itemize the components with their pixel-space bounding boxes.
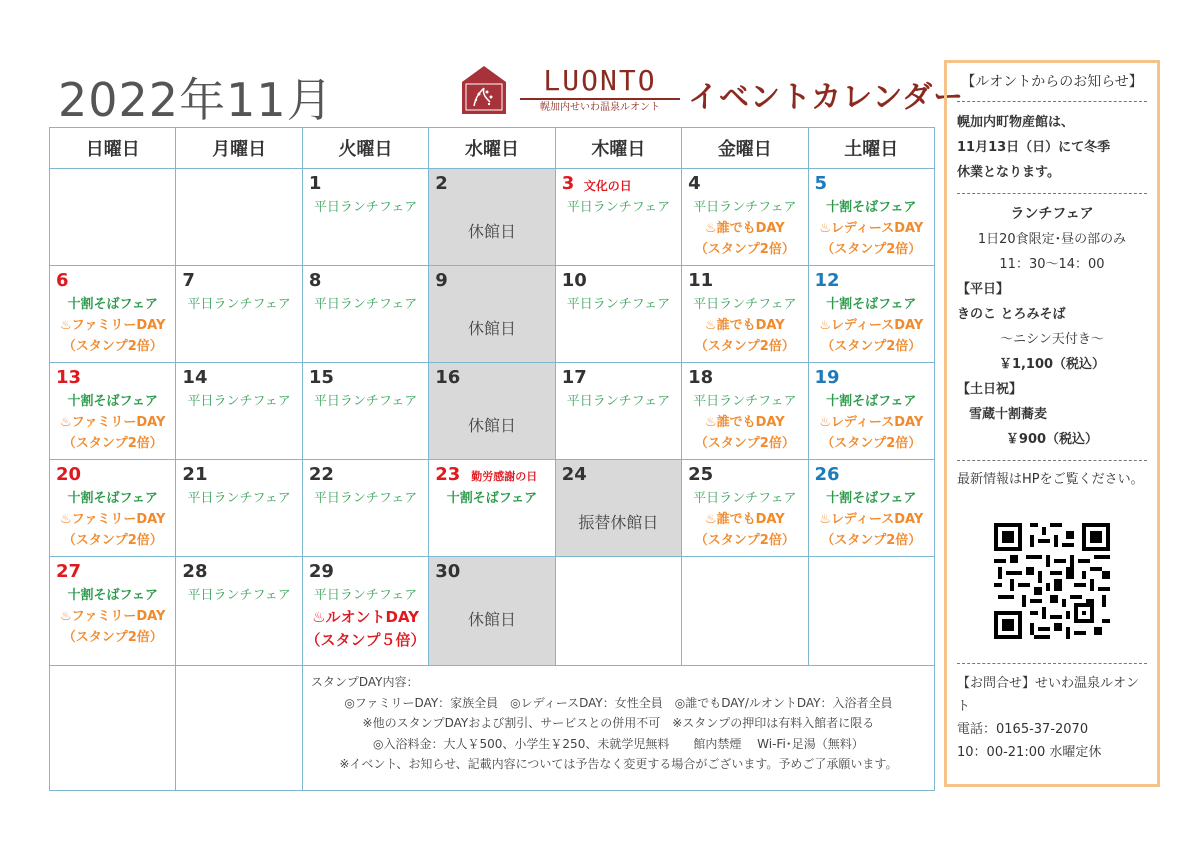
day-events	[50, 391, 175, 454]
event-line: ♨誰でもDAY	[704, 415, 785, 430]
calendar-day-cell	[429, 169, 555, 266]
event-line: ♨ファミリーDAY	[60, 512, 166, 527]
calendar-day-cell	[302, 460, 428, 557]
weekday-menu-sub: ～ニシン天付き～	[1000, 332, 1104, 347]
announcement-sidebar	[944, 60, 1160, 787]
weekday-header-wed: 水曜日	[429, 128, 555, 169]
day-number: 9	[435, 270, 448, 291]
notice-line: 休業となります。	[957, 165, 1060, 180]
weekday-header-thu: 木曜日	[555, 128, 681, 169]
calendar-day-cell	[429, 363, 555, 460]
calendar-week-row	[50, 460, 935, 557]
weekday-label: 【平日】	[957, 282, 1010, 297]
event-line: ♨ファミリーDAY	[60, 318, 166, 333]
day-number: 25	[688, 464, 714, 485]
notes-empty-cell	[176, 666, 302, 791]
calendar-empty-cell	[682, 557, 808, 666]
day-number: 4	[688, 173, 701, 194]
day-number: 15	[308, 367, 334, 388]
day-number: 11	[688, 270, 714, 291]
notes-line: ◎ファミリーDAY：家族全員 ◎レディースDAY：女性全員 ◎誰でもDAY/ルオントDAY：入浴者全員	[344, 695, 893, 710]
calendar-day-cell	[176, 363, 302, 460]
notes-line: ※他のスタンプDAYおよび割引、サービスとの併用不可 ※スタンプの押印は有料入館者に限る	[362, 716, 875, 730]
calendar-day-cell	[176, 266, 302, 363]
event-line: （スタンプ2倍）	[62, 630, 163, 645]
day-number: 27	[56, 561, 82, 582]
day-number: 8	[308, 270, 322, 291]
day-events	[809, 197, 934, 260]
event-line: 十割そばフェア	[826, 200, 917, 215]
website-qr-code-icon[interactable]	[994, 523, 1110, 639]
notes-line: ※イベント、お知らせ、記載内容については予告なく変更する場合がございます。予めご了承願います。	[339, 757, 898, 771]
day-events	[556, 391, 681, 412]
weekday-header-mon: 月曜日	[176, 128, 302, 169]
event-line: 十割そばフェア	[826, 491, 917, 506]
notes-line: ◎入浴料金：大人￥500、小学生￥250、未就学児無料 館内禁煙 Wi-Fi･足湯（無料）	[373, 736, 864, 751]
calendar-day-cell	[429, 266, 555, 363]
event-line: 平日ランチフェア	[187, 297, 291, 312]
day-number: 26	[814, 464, 840, 485]
day-events	[809, 488, 934, 551]
event-line: 十割そばフェア	[826, 297, 917, 312]
calendar-empty-cell	[808, 557, 934, 666]
weekday-header-sat: 土曜日	[808, 128, 934, 169]
business-hours: 10：00-21:00 水曜定休	[957, 745, 1102, 760]
day-events	[809, 391, 934, 454]
calendar-empty-cell	[50, 169, 176, 266]
calendar-day-cell	[302, 557, 428, 666]
day-number: 16	[435, 367, 461, 388]
brand-underline	[520, 98, 680, 100]
day-events	[176, 294, 301, 315]
day-events	[303, 197, 428, 218]
event-line: ♨誰でもDAY	[704, 318, 785, 333]
day-number: 5	[814, 173, 828, 194]
day-number: 24	[561, 464, 587, 485]
calendar-day-cell	[302, 363, 428, 460]
event-line: （スタンプ2倍）	[821, 533, 922, 548]
weekday-price: ￥1,100（税込）	[998, 357, 1106, 372]
calendar-day-cell	[50, 266, 176, 363]
event-line: 平日ランチフェア	[313, 200, 418, 215]
day-events	[176, 488, 301, 509]
day-number: 1	[308, 173, 322, 194]
calendar-month-title: 2022年11月	[58, 73, 334, 127]
day-events	[50, 488, 175, 551]
day-number: 20	[56, 464, 82, 485]
divider	[957, 101, 1147, 102]
event-line: ♨ファミリーDAY	[60, 415, 166, 430]
calendar-day-cell	[176, 557, 302, 666]
lunch-fair-title: ランチフェア	[1010, 206, 1094, 222]
calendar-week-row	[50, 266, 935, 363]
closed-day-label: 休館日	[467, 222, 516, 241]
divider	[957, 663, 1147, 664]
calendar-week-row	[50, 557, 935, 666]
day-number: 30	[435, 561, 461, 582]
event-line: ♨レディースDAY	[819, 512, 924, 527]
day-events	[809, 294, 934, 357]
day-number: 19	[814, 367, 840, 388]
divider	[957, 460, 1147, 461]
event-line: （スタンプ2倍）	[694, 339, 795, 354]
notes-row	[50, 666, 935, 791]
calendar-week-row	[50, 363, 935, 460]
event-line: ♨ルオントDAY	[312, 608, 420, 626]
event-line: 平日ランチフェア	[693, 491, 797, 506]
event-line: 十割そばフェア	[67, 491, 158, 506]
brand-subtitle: 幌加内せいわ温泉ルオント	[540, 102, 660, 113]
closed-day-label: 振替休館日	[578, 513, 659, 532]
event-line: （スタンプ2倍）	[694, 533, 795, 548]
calendar-day-cell	[682, 363, 808, 460]
day-events	[556, 294, 681, 315]
calendar-day-cell	[808, 460, 934, 557]
event-line: ♨ファミリーDAY	[60, 609, 166, 624]
day-events	[50, 294, 175, 357]
calendar-day-cell	[50, 557, 176, 666]
calendar-day-cell	[808, 266, 934, 363]
closed-day-label: 休館日	[467, 319, 516, 338]
day-events	[303, 294, 428, 315]
calendar-day-cell	[555, 266, 681, 363]
calendar-empty-cell	[555, 557, 681, 666]
event-line: 平日ランチフェア	[313, 491, 418, 506]
weekday-header-tue: 火曜日	[302, 128, 428, 169]
weekend-price: ￥900（税込）	[1005, 432, 1099, 447]
day-number: 13	[56, 367, 82, 388]
calendar-day-cell	[302, 266, 428, 363]
calendar-day-cell	[176, 460, 302, 557]
calendar-day-cell	[555, 169, 681, 266]
weekday-header-fri: 金曜日	[682, 128, 808, 169]
day-events	[303, 585, 428, 652]
weekend-menu: 雪蔵十割蕎麦	[969, 407, 1048, 422]
day-number: 18	[688, 367, 714, 388]
weekday-menu: きのこ とろみそば	[957, 307, 1066, 322]
event-line: 平日ランチフェア	[313, 588, 418, 603]
event-line: 十割そばフェア	[67, 394, 158, 409]
calendar-day-cell	[302, 169, 428, 266]
day-events	[176, 391, 301, 412]
lunch-time: 11：30～14：00	[999, 257, 1105, 272]
day-number: 10	[561, 270, 587, 291]
divider	[957, 193, 1147, 194]
event-line: 平日ランチフェア	[313, 297, 418, 312]
day-number: 23	[435, 464, 461, 485]
event-line: 平日ランチフェア	[693, 394, 797, 409]
event-line: （スタンプ2倍）	[821, 242, 922, 257]
day-number: 22	[308, 464, 334, 485]
event-line: 十割そばフェア	[446, 491, 538, 506]
luonto-logo-icon	[460, 64, 508, 116]
event-line: 十割そばフェア	[826, 394, 917, 409]
event-line: （スタンプ2倍）	[62, 339, 163, 354]
weekend-label: 【土日祝】	[957, 382, 1023, 397]
event-line: （スタンプ2倍）	[694, 436, 795, 451]
day-number: 7	[182, 270, 195, 291]
event-line: 平日ランチフェア	[187, 588, 291, 603]
day-events	[50, 585, 175, 648]
event-line: （スタンプ2倍）	[821, 436, 922, 451]
event-line: 平日ランチフェア	[566, 297, 671, 312]
day-events	[176, 585, 301, 606]
day-number: 2	[435, 173, 448, 194]
event-line: 十割そばフェア	[67, 297, 158, 312]
calendar-day-cell	[808, 363, 934, 460]
event-line: 平日ランチフェア	[693, 200, 797, 215]
closed-day-label: 休館日	[467, 416, 516, 435]
event-line: （スタンプ2倍）	[821, 339, 922, 354]
brand-name: LUONTO	[543, 64, 657, 97]
holiday-label: 文化の日	[583, 179, 632, 193]
calendar-empty-cell	[176, 169, 302, 266]
calendar-week-row	[50, 169, 935, 266]
event-line: ♨レディースDAY	[819, 221, 924, 236]
calendar-day-cell	[682, 460, 808, 557]
closed-day-label: 休館日	[467, 610, 516, 629]
weekday-header-sun: 日曜日	[50, 128, 176, 169]
event-calendar-title: イベントカレンダー	[688, 80, 965, 115]
stamp-day-label: スタンプDAY内容：	[310, 675, 419, 689]
event-line: 平日ランチフェア	[693, 297, 797, 312]
calendar-day-cell	[682, 266, 808, 363]
brand-block	[520, 66, 680, 114]
event-line: 平日ランチフェア	[313, 394, 418, 409]
lunch-limit: 1日20食限定･昼の部のみ	[977, 232, 1127, 247]
calendar-day-cell	[50, 460, 176, 557]
day-events	[429, 488, 554, 509]
event-line: （スタンプ2倍）	[62, 533, 163, 548]
notes-empty-cell	[50, 666, 176, 791]
calendar-day-cell	[808, 169, 934, 266]
day-number: 12	[814, 270, 840, 291]
event-line: （スタンプ2倍）	[694, 242, 795, 257]
day-number: 14	[182, 367, 208, 388]
event-line: 平日ランチフェア	[566, 200, 671, 215]
event-line: ♨レディースDAY	[819, 318, 924, 333]
calendar-day-cell	[50, 363, 176, 460]
day-events	[303, 488, 428, 509]
day-events	[682, 294, 807, 357]
calendar-day-cell	[555, 363, 681, 460]
event-line: 平日ランチフェア	[187, 491, 291, 506]
calendar-day-cell	[555, 460, 681, 557]
stamp-day-notes	[302, 666, 934, 791]
weekday-header-row	[50, 128, 935, 169]
event-line: 十割そばフェア	[67, 588, 158, 603]
sidebar-heading: 【ルオントからのお知らせ】	[961, 74, 1143, 90]
day-events	[556, 197, 681, 218]
event-line: ♨誰でもDAY	[704, 512, 785, 527]
day-number: 28	[182, 561, 208, 582]
day-events	[682, 488, 807, 551]
notice-line: 11月13日（日）にて冬季	[957, 140, 1111, 155]
day-number: 29	[308, 561, 334, 582]
hp-note: 最新情報はHPをご覧ください。	[957, 472, 1144, 487]
calendar-day-cell	[429, 460, 555, 557]
calendar-day-cell	[682, 169, 808, 266]
event-line: ♨レディースDAY	[819, 415, 924, 430]
day-events	[682, 391, 807, 454]
event-line: （スタンプ５倍）	[305, 631, 426, 649]
day-events	[682, 197, 807, 260]
day-number: 17	[561, 367, 587, 388]
day-events	[303, 391, 428, 412]
event-line: ♨誰でもDAY	[704, 221, 785, 236]
contact-phone: 電話：0165-37-2070	[957, 722, 1089, 737]
calendar-day-cell	[429, 557, 555, 666]
notice-line: 幌加内町物産館は、	[957, 115, 1075, 130]
contact-label: 【お問合せ】せいわ温泉ルオント	[957, 676, 1140, 714]
day-number: 21	[182, 464, 208, 485]
day-number: 6	[56, 270, 69, 291]
event-line: 平日ランチフェア	[187, 394, 291, 409]
day-number: 3	[561, 173, 575, 194]
event-calendar-grid	[49, 127, 935, 791]
event-line: 平日ランチフェア	[566, 394, 671, 409]
holiday-label: 勤労感謝の日	[471, 470, 538, 483]
event-line: （スタンプ2倍）	[62, 436, 163, 451]
